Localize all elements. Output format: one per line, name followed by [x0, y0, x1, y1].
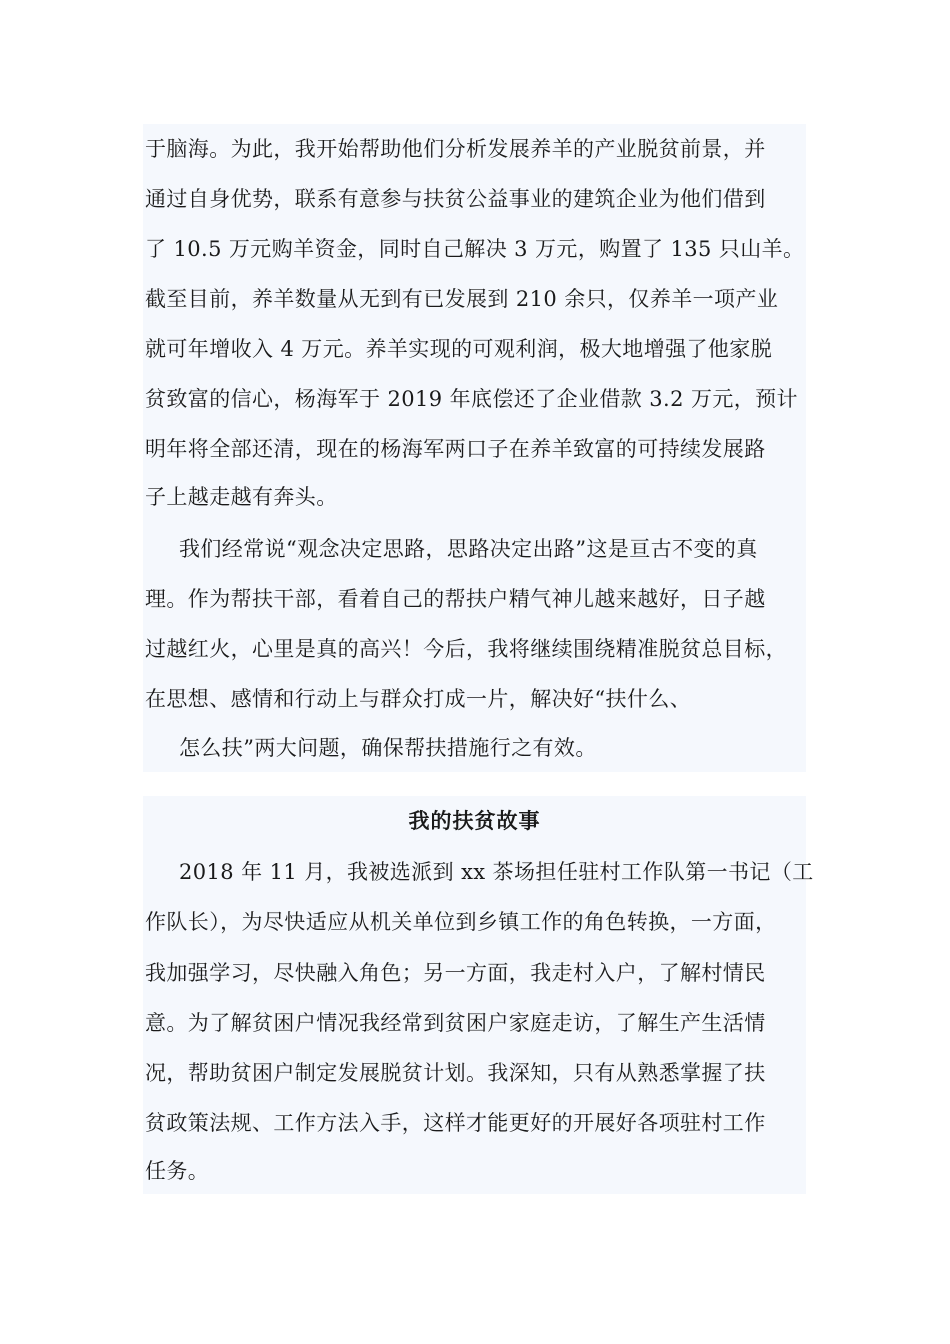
paragraph-line: 贫政策法规、工作方法入手，这样才能更好的开展好各项驻村工作: [145, 1111, 766, 1135]
paragraph-line: 贫致富的信心，杨海军于 2019 年底偿还了企业借款 3.2 万元，预计: [145, 387, 798, 411]
section-title: 我的扶贫故事: [408, 808, 541, 833]
paragraph-line: 于脑海。为此，我开始帮助他们分析发展养羊的产业脱贫前景，并: [145, 137, 766, 161]
paragraph-line: 理。作为帮扶干部，看着自己的帮扶户精气神儿越来越好，日子越: [145, 587, 766, 611]
paragraph-line: 截至目前，养羊数量从无到有已发展到 210 余只，仅养羊一项产业: [145, 287, 779, 311]
story-section: [143, 796, 814, 1194]
paragraph-line: 通过自身优势，联系有意参与扶贫公益事业的建筑企业为他们借到: [145, 187, 766, 211]
paragraph-line: 任务。: [145, 1159, 210, 1183]
paragraph-line: 况，帮助贫困户制定发展脱贫计划。我深知，只有从熟悉掌握了扶: [145, 1061, 766, 1085]
paragraph-line: 了 10.5 万元购羊资金，同时自己解决 3 万元，购置了 135 只山羊。: [145, 237, 805, 261]
paragraph-line: 过越红火，心里是真的高兴！今后，我将继续围绕精准脱贫总目标，: [145, 637, 787, 661]
paragraph-line: 作队长），为尽快适应从机关单位到乡镇工作的角色转换，一方面，: [145, 910, 777, 934]
text-block-continued: [143, 124, 806, 772]
paragraph-line: 我加强学习，尽快融入角色；另一方面，我走村入户，了解村情民: [145, 961, 766, 985]
paragraph-line: 明年将全部还清，现在的杨海军两口子在养羊致富的可持续发展路: [145, 437, 766, 461]
paragraph-line: 意。为了解贫困户情况我经常到贫困户家庭走访，了解生产生活情: [145, 1011, 766, 1035]
paragraph-line: 就可年增收入 4 万元。养羊实现的可观利润，极大地增强了他家脱: [145, 337, 773, 361]
paragraph-line: 2018 年 11 月，我被选派到 xx 茶场担任驻村工作队第一书记（工: [179, 860, 814, 884]
paragraph-line: 怎么扶”两大问题，确保帮扶措施行之有效。: [179, 736, 597, 760]
paragraph-line: 在思想、感情和行动上与群众打成一片，解决好“扶什么、: [145, 687, 692, 711]
paragraph-line: 我们经常说“观念决定思路，思路决定出路”这是亘古不变的真: [179, 537, 758, 561]
paragraph-line: 子上越走越有奔头。: [145, 485, 338, 509]
